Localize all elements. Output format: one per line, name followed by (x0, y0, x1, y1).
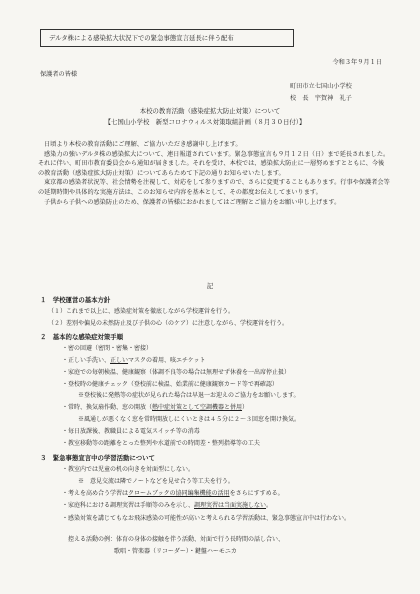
section-2-item-g: ・教室移動等の距離をとった整列や水道前での時間差・整列指導等の工夫 (62, 440, 260, 447)
notice-title: デルタ株による感染拡大状況下での緊急事態宣言延長に伴う配布 (49, 34, 234, 42)
text-segment: ・常時、換気扇作動、窓の開放（ (62, 404, 153, 411)
body-paragraph: 感染力の強いデルタ株の感染拡大について、連日報道されています。緊急事態宣言も９月１２日（日）まで延長されました。それに伴い、町田市教育委員会から通知が届きました。それを受け、本校では、感染拡大防止に一層努めますとともに、今後の教育活動（感染症拡大防止対策）についてあらためて下記の通りお知らせいたします。 (38, 150, 390, 177)
text-segment: ・家庭科における調理実習は手順等のみを示し、 (62, 502, 195, 509)
section-1-item-1: （１）これまで以上に、感染症対策を徹底しながら学校運営を行う。 (48, 308, 235, 315)
sender-school: 町田市立七国山小学校 (290, 83, 352, 90)
ki-heading: 記 (206, 282, 214, 290)
section-2-title: ２ 基本的な感染症対策手順 (40, 333, 124, 341)
section-1-title: １ 学校運営の基本方針 (40, 296, 111, 304)
section-3-item-a: ・教室内では児童の机の向きを対面型にしない。 (62, 466, 195, 473)
section-3-title: ３ 緊急事態宣言中の学習活動について (40, 454, 155, 462)
text-segment: をさらにすすめる。 (229, 490, 284, 497)
section-3-item-d: ・感染対策を講じてもなお飛沫感染の可能性が高いと考えられる学習活動は、緊急事態宣言中は行わない。 (62, 515, 351, 522)
section-2-item-a: ・密の回避（密閉・密集・密接） (62, 345, 153, 352)
section-2-item-d: ・登校時の健康チェック（登校前に検温、始業前に健康観察カード等で再確認） (62, 381, 278, 388)
body-paragraph: 子供から子供への感染防止のため、保護者の皆様におかれましてはご理解とご協力をお願い申し上げます。 (44, 198, 341, 206)
section-2-item-b (62, 357, 206, 365)
section-3-item-a-note: ※ 意見交流は隣でノートなどを見せ合う等工夫を行う。 (78, 478, 234, 485)
section-3-item-b (62, 490, 284, 498)
text-segment: 。 (266, 502, 273, 509)
section-2-item-d-note: ※登校後に発熱等の症状が見られた場合は早退一お迎えのご協力をお願いします。 (78, 392, 300, 399)
section-1-item-2: （２）差別や偏見の未然防止及び子供の心（のケア）に注意しながら、学校運営を行う。 (48, 320, 289, 327)
section-2-item-e-note: ※風通しが悪くなく窓を常時開放しにくいときは４５分に２～３回窓を開け換気。 (78, 416, 301, 423)
section-2-item-e (62, 404, 248, 412)
addressee: 保護者の皆様 (40, 71, 78, 78)
section-2-item-c: ・家庭での毎朝検温、健康観察（体調不良等の場合は無理せず休養を一出席停止扱） (62, 369, 291, 376)
text-segment: ） (242, 404, 249, 411)
section-3-item-c (62, 502, 272, 510)
body-paragraph: 日頃より本校の教育活動にご理解、ご協力いただき感謝申し上げます。 (44, 141, 242, 148)
notice-title-box (40, 29, 294, 47)
subject-sub: 【七国山小学校 新型コロナウィルス対策取組計画（８月３０日付）】 (104, 118, 306, 126)
text-segment: マスクの着用、咳エチケット (128, 357, 206, 364)
text-segment: ・正しい手洗い、 (62, 357, 111, 364)
underlined-text: クロームブックの協同編集機能の活用 (128, 490, 230, 497)
document-date: 令和３年９月１日 (332, 59, 382, 66)
underlined-text: 正しい (110, 357, 129, 364)
section-3-item-e-2: 歌唱・管楽器（リコーダー）・鍵盤ハーモニカ (114, 548, 237, 555)
underlined-text: 調理実習は当面実施しない (194, 502, 267, 509)
body-paragraph: 東京都の感染者状況等、社会情勢を注視して、対応をして参りますので、さらに変更することもあります。行事や保護者会等の延期時期や具体的な実施方法は、このお知らせ内容を基本として、その都度お伝えしてまいります。 (38, 179, 390, 196)
sender-principal: 校 長 宇賀神 礼子 (290, 95, 352, 102)
text-segment: ・考えを高め合う学習は (62, 490, 129, 497)
underlined-text: 熱中症対策として空調機器と併用 (152, 404, 243, 411)
section-2-item-f: ・毎日放課後、教職員による電気スイッチ等の消毒 (62, 428, 200, 435)
body-text (38, 140, 390, 207)
section-3-item-e: 控える活動の例：体育の身体の接触を伴う活動、対面で行う長時間の話し合い、 (62, 536, 285, 543)
subject-main: 本校の教育活動（感染症拡大防止対策）について (139, 107, 281, 115)
